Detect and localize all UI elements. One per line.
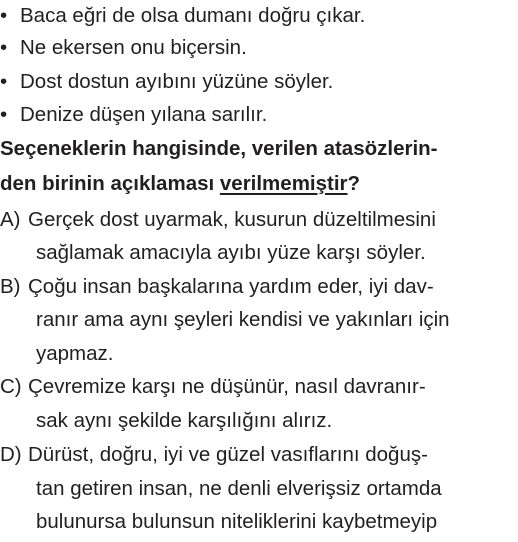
option-text: Dürüst, doğru, iyi ve güzel vasıflarını doğuş-	[28, 443, 428, 466]
option-d[interactable]	[0, 443, 428, 467]
bullet-item	[0, 103, 267, 127]
option-a-continuation: sağlamak amacıyla ayıbı yüze karşı söyler.	[36, 241, 426, 264]
bullet-icon: •	[0, 36, 8, 59]
question-mark: ?	[347, 172, 361, 195]
option-letter: C)	[0, 375, 22, 398]
question-line-1: Seçeneklerin hangisinde, verilen atasözlerin-	[0, 137, 438, 160]
option-b-continuation: yapmaz.	[36, 342, 114, 365]
option-c-continuation: sak aynı şekilde karşılığını alırız.	[36, 409, 333, 432]
negative-keyword: verilmemiştir	[219, 172, 348, 195]
option-letter: A)	[0, 208, 21, 231]
option-text: Çoğu insan başkalarına yardım eder, iyi dav-	[28, 275, 434, 298]
option-letter: D)	[0, 443, 22, 466]
option-b[interactable]	[0, 275, 434, 299]
option-a[interactable]	[0, 208, 436, 232]
bullet-icon: •	[0, 70, 8, 93]
option-b-continuation: ranır ama aynı şeyleri kendisi ve yakınları için	[36, 308, 450, 331]
bullet-text: Baca eğri de olsa dumanı doğru çıkar.	[20, 4, 366, 27]
option-text: Gerçek dost uyarmak, kusurun düzeltilmesini	[28, 208, 436, 231]
option-c[interactable]	[0, 375, 426, 399]
option-d-continuation: tan getiren insan, ne denli elverişsiz ortamda	[36, 477, 442, 500]
option-text: Çevremize karşı ne düşünür, nasıl davranır-	[28, 375, 426, 398]
option-d-continuation: bulunursa bulunsun niteliklerini kaybetmeyip	[36, 510, 438, 533]
bullet-item	[0, 36, 247, 60]
bullet-text: Ne ekersen onu biçersin.	[20, 36, 247, 59]
bullet-icon: •	[0, 103, 8, 126]
bullet-text: Denize düşen yılana sarılır.	[20, 103, 268, 126]
question-line-2	[0, 172, 360, 196]
bullet-item	[0, 70, 333, 94]
bullet-text: Dost dostun ayıbını yüzüne söyler.	[20, 70, 334, 93]
bullet-item	[0, 4, 365, 28]
option-letter: B)	[0, 275, 21, 298]
bullet-icon: •	[0, 4, 8, 27]
question-text: den birinin açıklaması	[0, 172, 220, 195]
